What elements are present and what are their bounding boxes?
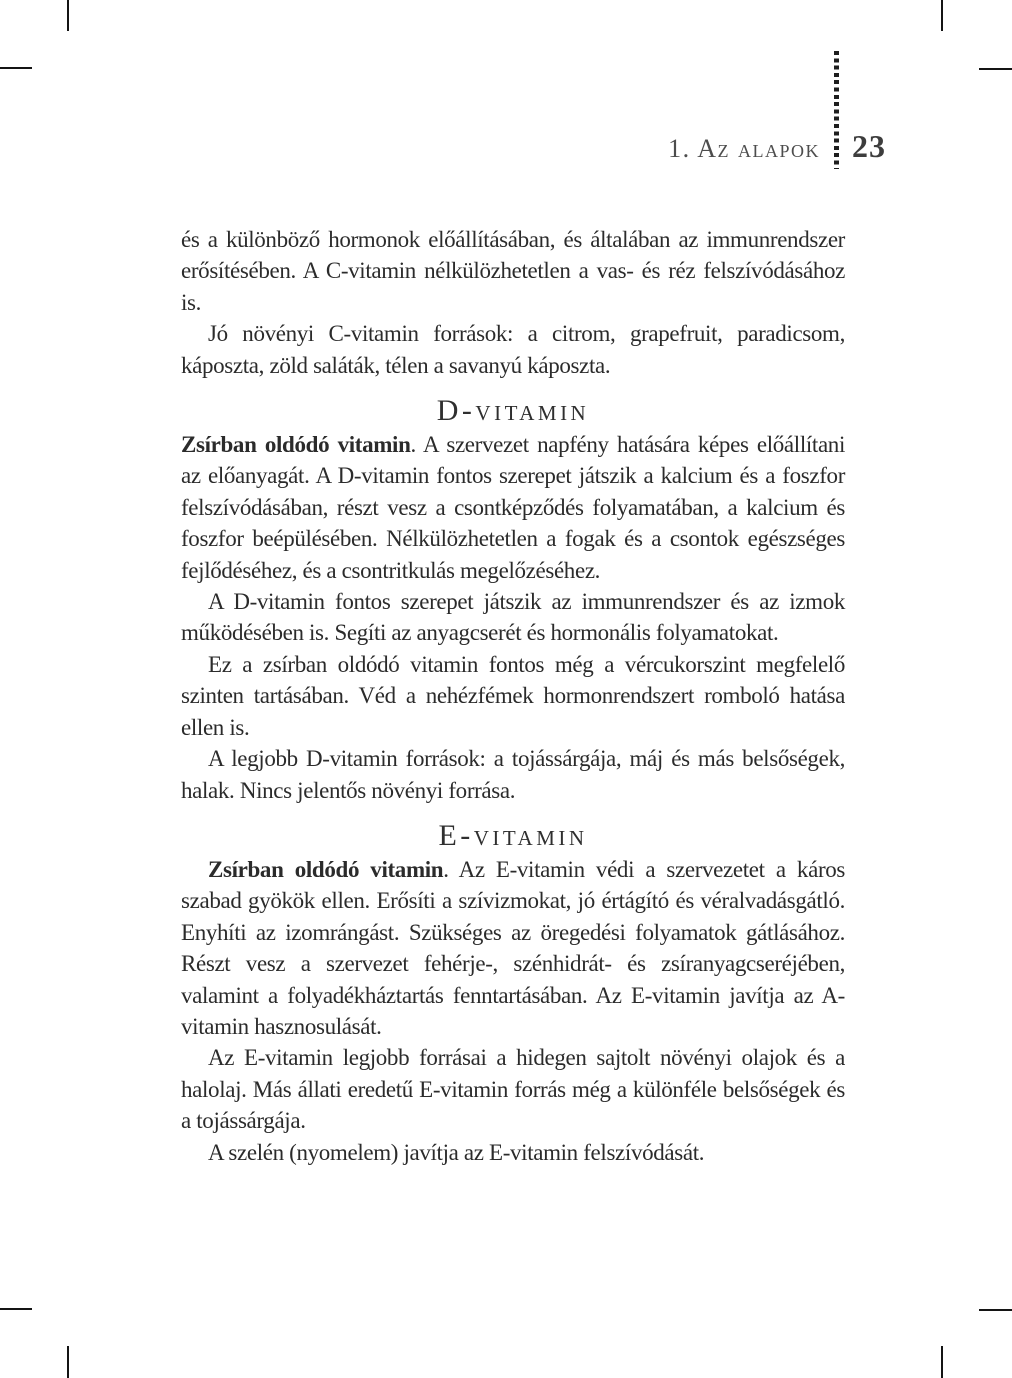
paragraph — [181, 743, 845, 806]
paragraph — [181, 429, 845, 586]
paragraph — [181, 1042, 845, 1136]
paragraph-text: . Az E-vitamin védi a szervezetet a káros szabad gyökök ellen. Erősíti a szívizmokat, jó értágító és véralvadásgátló. Enyhíti az izomrángást. Szükséges az öregedési folyamatok gátlásához. Részt vesz a szervezet fehérje-, szénhidrát- és zsíranyagcseréjében, valamint a folyadékháztartás fenntartásában. Az E-vitamin javítja az A-vitamin hasznosulását. — [181, 856, 846, 1039]
crop-mark-bottom-right-horizontal — [979, 1309, 1012, 1311]
paragraph-text: A szelén (nyomelem) javítja az E-vitamin felszívódását. — [208, 1139, 705, 1165]
paragraph-text: . A szervezet napfény hatására képes előállítani az előanyagát. A D-vitamin fontos szerepet játszik a kalcium és a foszfor felszívódásában, részt vesz a csontképződés folyamatában, a kalcium és foszfor beépülésében. Nélkülözhetetlen a fogak és a csontok egészséges fejlődéséhez, és a csontritkulás megelőzéséhez. — [181, 432, 846, 583]
crop-mark-bottom-right-vertical — [941, 1346, 943, 1378]
paragraph-text: Jó növényi C-vitamin források: a citrom, grapefruit, paradicsom, káposzta, zöld saláták, télen a savanyú káposzta. — [181, 321, 845, 378]
bold-lead-in: Zsírban oldódó vitamin — [208, 856, 444, 882]
bold-lead-in: Zsírban oldódó vitamin — [181, 432, 411, 458]
paragraph — [181, 1137, 845, 1168]
paragraph-text: és a különböző hormonok előállításában, és általában az immunrendszer erősítésében. A C-vitamin nélkülözhetetlen a vas- és réz felszívódásához is. — [181, 227, 845, 315]
crop-mark-bottom-left-horizontal — [0, 1308, 32, 1310]
paragraph-text: Az E-vitamin legjobb forrásai a hidegen sajtolt növényi olajok és a halolaj. Más állati eredetű E-vitamin forrás még a különféle belsőségek és a tojássárgája. — [181, 1045, 845, 1134]
paragraph — [181, 318, 845, 381]
paragraph — [181, 586, 845, 649]
paragraph-text: A D-vitamin fontos szerepet játszik az immunrendszer és az izmok működésében is. Segíti az anyagcserét és hormonális folyamatokat. — [181, 589, 845, 646]
paragraph-text: Ez a zsírban oldódó vitamin fontos még a vércukorszint megfelelő szinten tartásában. Véd a nehézfémek hormonrendszert romboló hatása ellen is. — [181, 651, 845, 740]
paragraph — [181, 224, 845, 318]
crop-mark-top-right-vertical — [941, 0, 943, 31]
page-number: 23 — [852, 128, 886, 164]
paragraph-text: A legjobb D-vitamin források: a tojássárgája, máj és más belsőségek, halak. Nincs jelentős növényi forrása. — [181, 746, 845, 803]
crop-mark-top-left-vertical — [67, 0, 69, 31]
crop-mark-top-right-horizontal — [979, 68, 1012, 70]
text-content — [181, 224, 845, 1168]
header-dotted-divider — [834, 51, 839, 169]
paragraph — [181, 649, 845, 743]
paragraph — [181, 854, 845, 1042]
section-heading: E-vitamin — [438, 818, 588, 852]
crop-mark-bottom-left-vertical — [67, 1346, 69, 1378]
section-heading: D-vitamin — [436, 394, 590, 428]
chapter-label: 1. Az alapok — [668, 134, 820, 163]
crop-mark-top-left-horizontal — [0, 67, 32, 69]
